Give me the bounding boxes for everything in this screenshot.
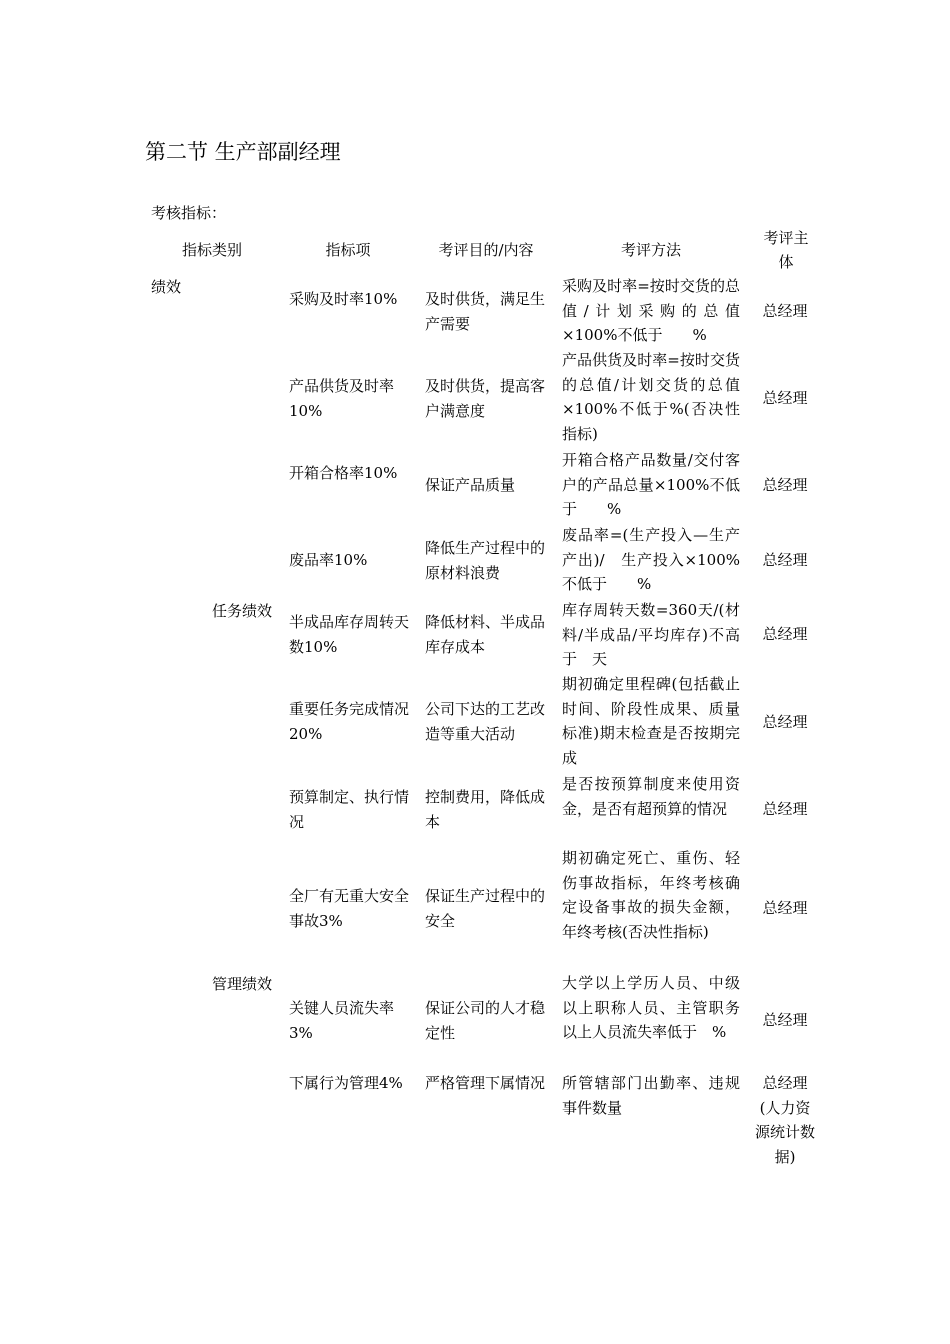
row-item: 采购及时率10% [289, 290, 398, 308]
row-method: 期初确定里程碑(包括截止时间、阶段性成果、质量标准)期末检查是否按期完成 [562, 675, 740, 767]
row-item: 预算制定、执行情况 [289, 788, 410, 831]
row-content: 严格管理下属情况 [425, 1074, 546, 1092]
row-method: 所管辖部门出勤率、违规事件数量 [562, 1074, 740, 1117]
row-item: 半成品库存周转天数10% [289, 613, 410, 656]
row-content: 降低材料、半成品库存成本 [425, 613, 546, 656]
row-method: 产品供货及时率=按时交货的总值/计划交货的总值×100%不低于%(否决性指标) [562, 351, 740, 443]
row-subject: 总经理 [762, 551, 808, 569]
category-management-performance: 管理绩效 [212, 975, 273, 993]
row-method: 废品率=(生产投入—生产产出)/ 生产投入×100%不低于 % [562, 526, 740, 593]
row-method: 大学以上学历人员、中级以上职称人员、主管职务以上人员流失率低于 % [562, 974, 740, 1041]
row-item: 关键人员流失率3% [289, 999, 395, 1042]
row-subject: 总经理 [762, 302, 808, 320]
row-method: 是否按预算制度来使用资金，是否有超预算的情况 [562, 775, 740, 818]
row-subject: 总经理 [762, 899, 808, 917]
row-subject: 总经理 [762, 476, 808, 494]
row-content: 保证生产过程中的安全 [425, 887, 546, 930]
row-method: 开箱合格产品数量/交付客户的产品总量×100%不低于 % [562, 451, 740, 518]
row-method: 采购及时率=按时交货的总值/计划采购的总值×100%不低于 % [562, 277, 740, 344]
category-task-performance: 任务绩效 [212, 602, 273, 620]
header-content: 考评目的/内容 [438, 241, 534, 259]
row-item: 下属行为管理4% [289, 1074, 403, 1092]
header-item: 指标项 [325, 241, 371, 259]
row-subject: 总经理 [762, 625, 808, 643]
header-method: 考评方法 [620, 241, 681, 259]
row-item: 产品供货及时率10% [289, 377, 395, 420]
row-method: 库存周转天数=360天/(材料/半成品/平均库存)不高于 天 [562, 601, 740, 668]
row-subject: 总经理 [762, 713, 808, 731]
row-item: 开箱合格率10% [289, 464, 398, 482]
row-subject: 总经理 [762, 1011, 808, 1029]
category-performance: 绩效 [151, 278, 182, 296]
row-content: 控制费用，降低成本 [425, 788, 546, 831]
row-subject: 总经理 [762, 800, 808, 818]
row-content: 及时供货，提高客户满意度 [425, 377, 546, 420]
row-subject: 总经理 [762, 389, 808, 407]
section-title: 第二节 生产部副经理 [145, 140, 341, 164]
row-method: 期初确定死亡、重伤、轻伤事故指标，年终考核确定设备事故的损失金额，年终考核(否决性指标) [562, 849, 740, 941]
header-subject: 考评主体 [763, 229, 809, 271]
row-content: 保证产品质量 [425, 476, 516, 494]
intro-label: 考核指标： [151, 204, 227, 222]
row-content: 及时供货，满足生产需要 [425, 290, 546, 333]
row-item: 废品率10% [289, 551, 368, 569]
row-content: 公司下达的工艺改造等重大活动 [425, 700, 546, 743]
row-item: 重要任务完成情况20% [289, 700, 410, 743]
row-content: 保证公司的人才稳定性 [425, 999, 546, 1042]
row-item: 全厂有无重大安全事故3% [289, 887, 410, 930]
row-content: 降低生产过程中的原材料浪费 [425, 539, 546, 582]
header-category: 指标类别 [181, 241, 242, 259]
row-subject: 总经理(人力资源统计数据) [754, 1074, 815, 1166]
